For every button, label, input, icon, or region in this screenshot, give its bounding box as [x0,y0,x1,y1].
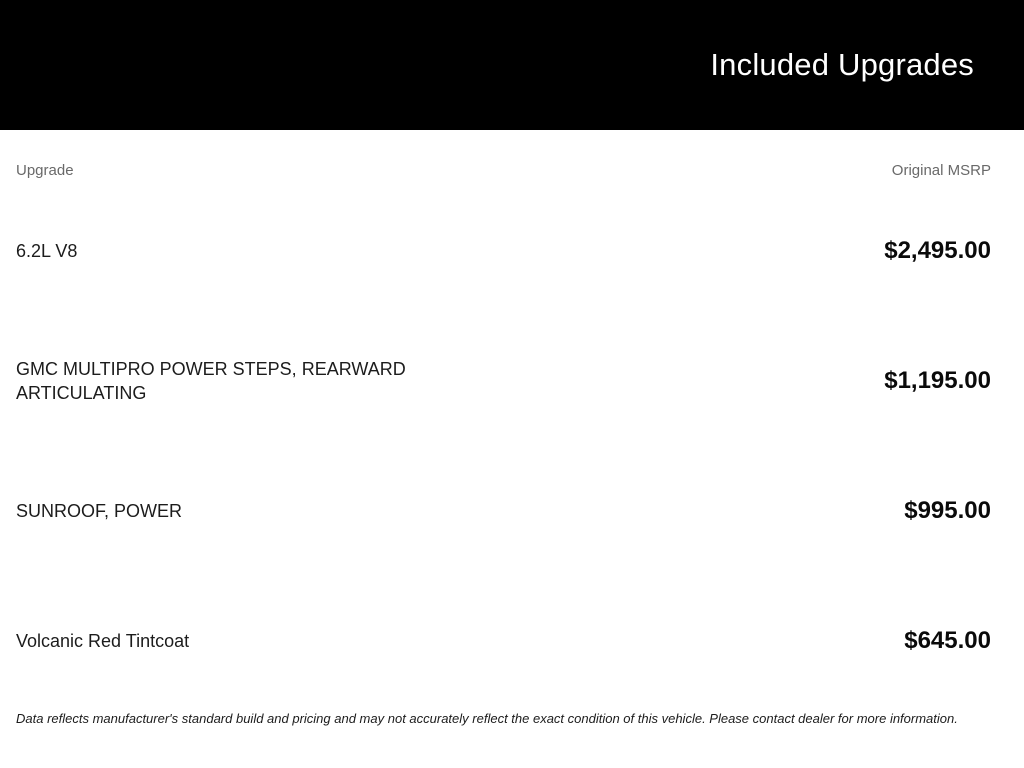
upgrades-content [0,162,1024,728]
column-header-upgrade: Upgrade [16,162,74,179]
page-title: Included Upgrades [710,47,974,82]
table-row [16,446,991,576]
upgrade-price: $1,195.00 [884,367,991,394]
header-banner [0,0,1024,130]
disclaimer-text: Data reflects manufacturer's standard build and pricing and may not accurately reflect the exact condition of this vehicle. Please contact dealer for more information. [16,711,958,726]
upgrade-price: $995.00 [904,497,991,524]
column-header-original-msrp: Original MSRP [891,162,991,179]
upgrades-table [16,186,991,706]
table-row [16,186,991,316]
upgrade-name: 6.2L V8 [16,241,78,261]
table-row [16,576,991,706]
upgrade-price: $2,495.00 [884,237,991,264]
table-column-headers [16,162,991,180]
table-row [16,316,991,446]
upgrade-name: Volcanic Red Tintcoat [16,631,190,651]
upgrade-name: GMC MULTIPRO POWER STEPS, REARWARD ARTICULATING [16,359,406,403]
upgrade-price: $645.00 [904,627,991,654]
upgrade-name: SUNROOF, POWER [16,501,183,521]
